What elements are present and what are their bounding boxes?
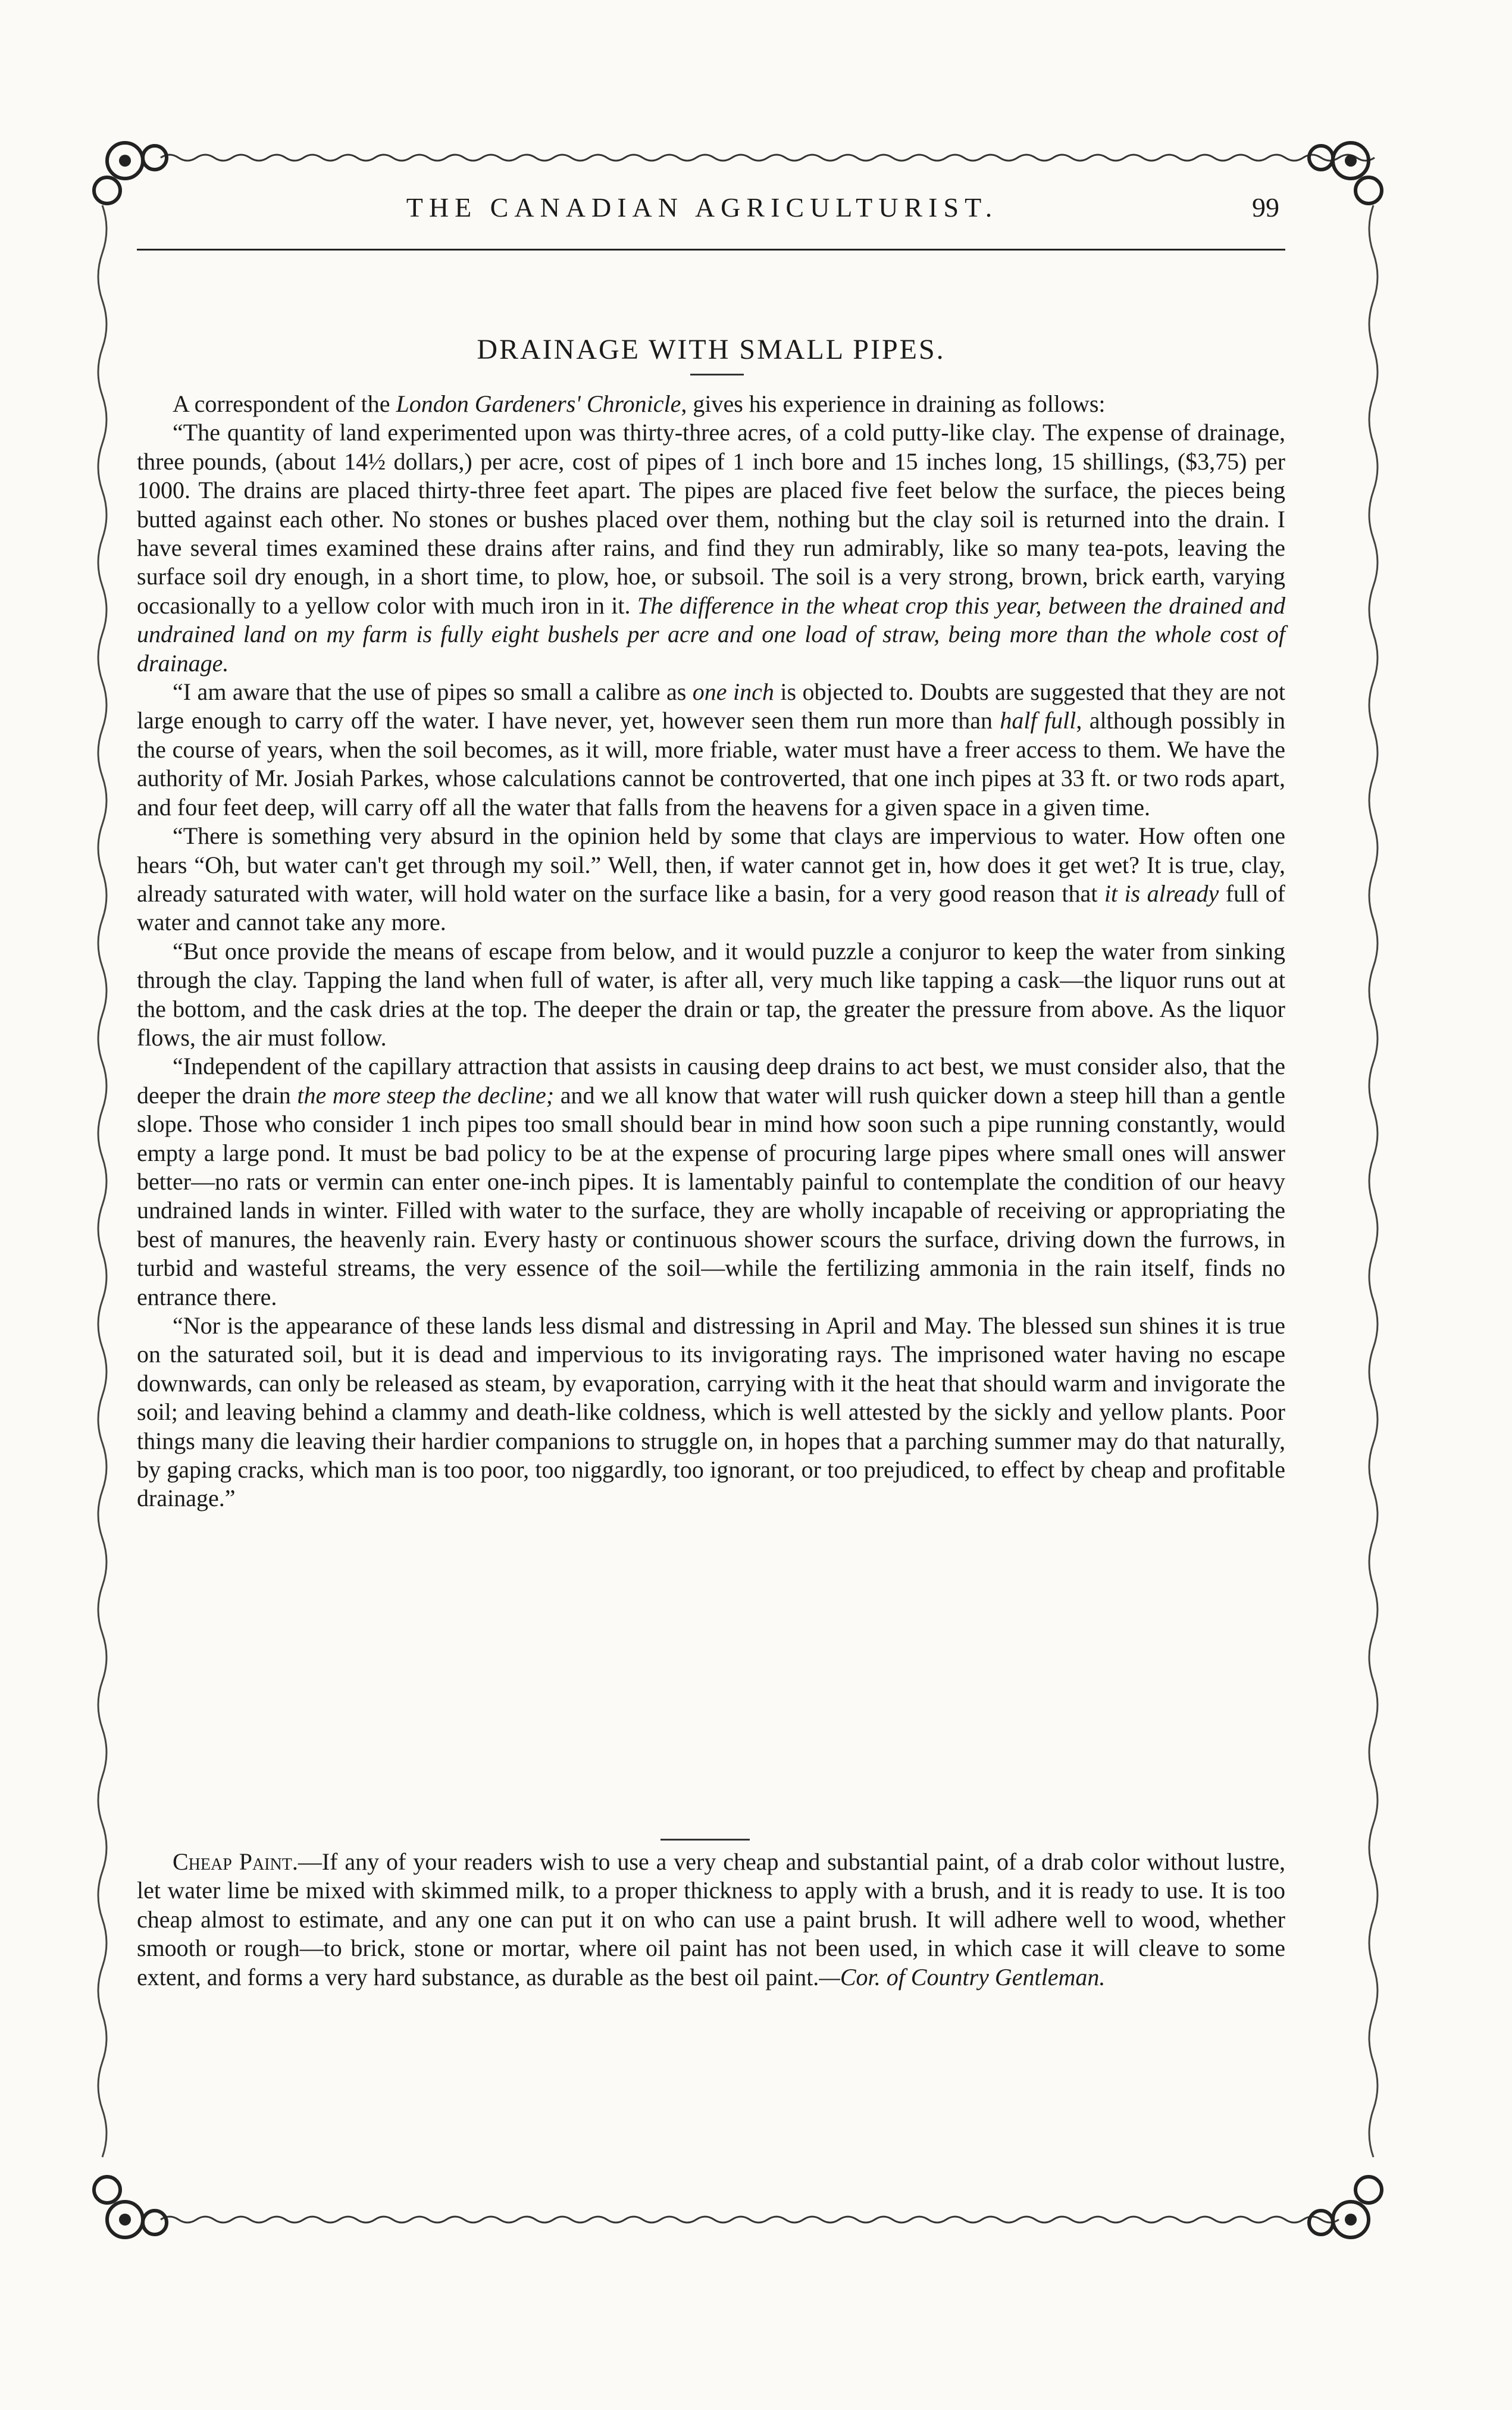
text-run: “There is something very absurd in the opinion held by some that clays are impervious to water. How often one hears “Oh, but water can't get through my soil.” Well, then, if water cannot get in, how does it get wet? It is true, clay, already saturated with water, will hold water on the surface like a basin, for a very good reason that (137, 822, 1285, 907)
text-run: is objected to. Doubts are suggested that they are not large enough to carry off the water. I have never, yet, however seen them run more than (137, 678, 1285, 734)
section-divider (660, 1839, 750, 1841)
article-paragraph (137, 678, 1285, 822)
note-text (137, 1848, 1285, 1990)
text-run: , although possibly in the course of years, when the soil becomes, as it will, more friable, water must have a freer access to them. We have the authority of Mr. Josiah Parkes, whose calculations cannot be controverted, that one inch pipes at 33 ft. or two rods apart, and four feet deep, will carry off all the water that falls from the heavens for a given space in a given time. (137, 707, 1285, 821)
article-paragraph (137, 1052, 1285, 1312)
text-run: “Nor is the appearance of these lands less dismal and distressing in April and May. The blessed sun shines it is true on the saturated soil, but it is dead and impervious to its invigorating rays. The imprisoned water having no escape downwards, can only be released as steam, by evaporation, carrying with it the heat that should warm and invigorate the soil; and leaving behind a clammy and death-like coldness, which is well attested by the sickly and yellow plants. Poor things many die leaving their hardier companions to struggle on, in hopes that a parching summer may do that naturally, by gaping cracks, which man is too poor, too niggardly, too ignorant, or too prejudiced, to effect by cheap and profitable drainage.” (137, 1312, 1285, 1512)
cheap-paint-note (137, 1848, 1285, 1992)
article-paragraph (137, 822, 1285, 937)
text-run: full of water and cannot take any more. (137, 880, 1285, 936)
article-paragraph (137, 390, 1285, 418)
text-run: “I am aware that the use of pipes so small a calibre as (173, 678, 693, 706)
italic-text: it is already (1104, 880, 1219, 907)
article-paragraph (137, 1312, 1285, 1513)
article-title: DRAINAGE WITH SMALL PIPES. (477, 334, 946, 365)
text-run: “Independent of the capillary attraction that assists in causing deep drains to act best, we must consider also, that the deeper the drain (137, 1053, 1285, 1109)
header-rule (137, 249, 1285, 251)
text-run: and we all know that water will rush quicker down a steep hill than a gentle slope. Those who consider 1 inch pipes too small should bear in mind how soon such a pipe running constantly, would empty a large pond. It must be bad policy to be at the expense of procuring large pipes where small ones will answer better—no rats or vermin can enter one-inch pipes. It is lamentably painful to contemplate the condition of our heavy undrained lands in winter. Filled with water to the surface, they are wholly incapable of receiving or appropriating the best of manures, the heavenly rain. Every hasty or continuous shower scours the surface, driving down the furrows, in turbid and wasteful streams, the very essence of the soil—while the fertilizing ammonia in the rain itself, finds no entrance there. (137, 1081, 1286, 1310)
italic-text: —Cor. of Country Gentleman. (819, 1963, 1106, 1990)
text-run: “The quantity of land experimented upon was thirty-three acres, of a cold putty-like clay. The expense of drainage, three pounds, (about 14½ dollars,) per acre, cost of pipes of 1 inch bore and 15 inches long, 15 shillings, ($3,75) per 1000. The drains are placed thirty-three feet apart. The pipes are placed five feet below the surface, the pieces being butted against each other. No stones or bushes placed over them, nothing but the clay soil is returned into the drain. I have several times examined these drains after rains, and find they run admirably, like so many tea-pots, leaving the surface soil dry enough, in a short time, to plow, hoe, or subsoil. The soil is a very strong, brown, brick earth, varying occasionally to a yellow color with much iron in it. (137, 419, 1285, 619)
text-run: “But once provide the means of escape from below, and it would puzzle a conjuror to keep the water from sinking through the clay. Tapping the land when full of water, is after all, very much like tapping a cask—the liquor runs out at the bottom, and the cask dries at the top. The deeper the drain or tap, the greater the pressure from above. As the liquor flows, the air must follow. (137, 937, 1285, 1051)
page-number: 99 (1252, 192, 1279, 223)
italic-text: London Gardeners' Chronicle (396, 390, 681, 417)
note-paragraph (137, 1848, 1285, 1992)
article-body (137, 390, 1285, 1513)
italic-text: one inch (692, 678, 774, 706)
running-title: THE CANADIAN AGRICULTURIST. (406, 192, 998, 223)
article-paragraph (137, 418, 1285, 678)
article-paragraph (137, 937, 1285, 1053)
italic-text: The difference in the wheat crop this year, between the drained and undrained land on my farm is fully eight bushels per acre and one load of straw, being more than the whole cost of drainage. (137, 591, 1285, 677)
title-underline (690, 374, 744, 375)
text-run: —If any of your readers wish to use a very cheap and substantial paint, of a drab color without lustre, let water lime be mixed with skimmed milk, to a proper thickness to apply with a brush, and it is ready to use. It is too cheap almost to estimate, and any one can put it on who can use a paint brush. It will adhere well to wood, whether smooth or rough—to brick, stone or mortar, where oil paint has not been used, in which case it will cleave to some extent, and forms a very hard substance, as durable as the best oil paint. (137, 1848, 1285, 1990)
text-run: , gives his experience in draining as follows: (681, 390, 1106, 417)
text-run: A correspondent of the (173, 390, 396, 417)
italic-text: half full (1000, 707, 1076, 734)
running-header (125, 192, 1279, 239)
note-lead: Cheap Paint. (173, 1848, 298, 1875)
italic-text: the more steep the decline; (297, 1081, 555, 1109)
